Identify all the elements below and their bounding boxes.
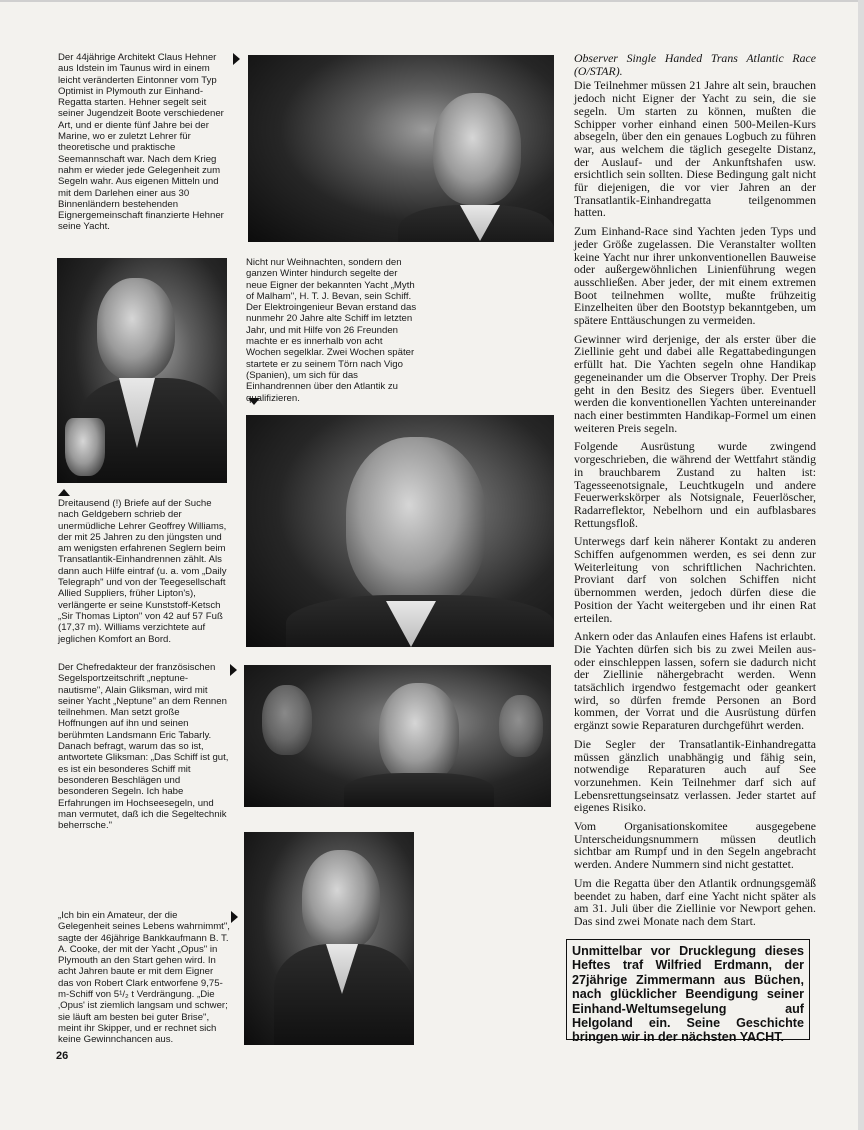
- caption-cooke: [58, 910, 230, 1046]
- caption-cooke-text: „Ich bin ein Amateur, der die Gelegenheit seines Lebens wahrnimmt", sagte der 46jährige Bankkaufmann B. T. A. Cooke, der mit der Yacht „Opus" in Plymouth an den Start gehen wird. In acht Jahren baute er mit dem Eigner das von Robert Clark entworfene 9,75-m-Schiff von 5¹/₂ t Verdrängung. „Die ‚Opus' ist ziemlich langsam und schwer; sie läuft am besten bei guter Brise", meint ihr Skipper, und er rechnet sich keine Gewinnchancen aus.: [58, 910, 230, 1046]
- arrow-right-icon: [231, 911, 238, 923]
- portrait-head: [379, 683, 459, 783]
- caption-williams-text: Dreitausend (!) Briefe auf der Suche nach Geldgebern schrieb der unermüdliche Lehrer Geoffrey Williams, der mit 25 Jahren zu den jüngsten und am wenigsten erfahrenen Seglern beim Transatlantik-Einhandrennen zählt. Als dann auch Hilfe eintraf (u. a. vom „Daily Telegraph" und von der Teegesellschaft Allied Suppliers, früher Lipton's), verlängerte er seine Kunststoff-Ketsch „Sir Thomas Lipton" von 42 auf 57 Fuß (17,37 m). Williams verzichtete auf jeglichen Komfort an Bord.: [58, 498, 227, 645]
- article-paragraph: Die Segler der Transatlantik-Einhandregatta müssen gänzlich unabhängig und fähig sein, notwendige Reparaturen auch auf See vorzunehmen. Kein Teilnehmer darf sich auf Lebensrettungseinsatz verlassen. Jeder startet auf eigenes Risiko.: [574, 736, 816, 815]
- article-paragraph: Die Teilnehmer müssen 21 Jahre alt sein, brauchen jedoch nicht Eigner der Yacht zu sein, die sie segeln. Um starten zu können, mußten die Schipper vorher einhand einen 500-Meilen-Kurs absegeln, über den ein genaues Logbuch zu führen war, aus welchem die täglich gesegelte Distanz, der Auslauf- und der Ankunftshafen usw. ersichtlich sein sollten. Diese Bedingung galt nicht für diejenigen, die vor vier Jahren an der Transatlantik-Einhandregatta teilgenommen hatten.: [574, 78, 816, 220]
- portrait-head: [302, 850, 380, 950]
- caption-hehner: [58, 52, 228, 233]
- caption-williams: [58, 498, 230, 645]
- article-paragraph: Ankern oder das Anlaufen eines Hafens ist erlaubt. Die Yachten dürfen sich bis zu zwei Meilen aus- oder einschleppen lassen, sofern sie dadurch nicht der Ziellinie nähergebracht werden. Wenn tatsächlich irgendwo festgemacht oder geankert wird, so dürfen fremde Personen an Bord kommen, der Vorrat und die Ausrüstung dürfen ergänzt sowie Reparaturen durchgeführt werden.: [574, 629, 816, 733]
- article-paragraph: Vom Organisationskomitee ausgegebene Unterscheidungsnummern müssen deutlich sichtbar am Rumpf und in den Segeln angebracht werden. Andere Nummern sind nicht gestattet.: [574, 819, 816, 872]
- arrow-right-icon: [230, 664, 237, 676]
- photo-cooke: [244, 832, 414, 1045]
- photo-williams: [57, 258, 227, 483]
- notice-text: Unmittelbar vor Drucklegung dieses Heftes traf Wilfried Erdmann, der 27jährige Zimmermann aus Büchen, nach glücklicher Beendigung seiner Einhand-Weltumsegelung auf Helgoland ein. Seine Geschichte bringen wir in der nächsten YACHT.: [572, 944, 804, 1045]
- arrow-down-icon: [248, 398, 260, 405]
- portrait-body: [344, 773, 494, 807]
- portrait-head: [433, 93, 521, 205]
- page-number: 26: [56, 1050, 69, 1062]
- background-figure: [499, 695, 543, 757]
- article-paragraph: Zum Einhand-Race sind Yachten jeden Typs und jeder Größe zugelassen. Die Veranstalter wollten keine Yacht nur ihrer unkonventionellen Bauweise oder außergewöhnlichen Linienführung wegen ausschließen. Aber jeder, der mit einem extremen Boot teilnehmen wollte, mußte frühzeitig Einzelheiten über den Bootstyp bekanntgeben, um spätere Enttäuschungen zu vermeiden.: [574, 224, 816, 328]
- arrow-right-icon: [233, 53, 240, 65]
- caption-gliksman: [58, 662, 230, 831]
- article-paragraph: Gewinner wird derjenige, der als erster über die Ziellinie geht und dabei alle Regattabedingungen erfüllt hat. Die Yachten segeln ohne Handikap gegeneinander um die Observer Trophy. Der Preis geht in den Besitz des Siegers über. Eventuell werden die konventionellen Yachten untereinander nach einer bestimmten Handikap-Formel um einen weiteren Preis segeln.: [574, 331, 816, 435]
- article-column: [574, 52, 816, 934]
- photo-bevan: [246, 415, 554, 647]
- caption-hehner-text: Der 44jährige Architekt Claus Hehner aus Idstein im Taunus wird in einem leicht veränderten Eintonner vom Typ Optimist in Plymouth zur Einhand-Regatta starten. Hehner segelt seit seiner Jugendzeit Boote verschiedener Art, und er diente fünf Jahre bei der Marine, wo er zuletzt Lehrer für theoretische und praktische Seemannschaft war. Nach dem Krieg nahm er wieder jede Gelegenheit zum Segeln wahr. Aus eigenen Mitteln und mit dem Darlehen einer aus 30 Binnenländern bestehenden Eignergemeinschaft finanzierte Hehner seine Yacht.: [58, 52, 224, 233]
- portrait-head: [346, 437, 486, 607]
- arrow-up-icon: [58, 489, 70, 496]
- top-rule: [0, 0, 864, 2]
- page-edge: [858, 0, 864, 1130]
- article-paragraph: Unterwegs darf kein näherer Kontakt zu anderen Schiffen aufgenommen werden, es sei denn zur Weiterleitung von schriftlichen Nachrichten. Proviant darf von solchen Schiffen nicht übernommen werden, jedoch dürfen diese die Position der Yacht weitergeben und ihr einen Rat erteilen.: [574, 534, 816, 625]
- article-paragraph: Folgende Ausrüstung wurde zwingend vorgeschrieben, die während der Wettfahrt ständig in brauchbarem Zustand zu halten ist: Tagesseenotsignale, Leuchtkugeln und andere Feuerwerkskörper als Notsignale, Feuerlöscher, Radarreflektor, Nebelhorn und ein aufblasbares Rettungsfloß.: [574, 439, 816, 530]
- photo-gliksman: [244, 665, 551, 807]
- caption-bevan-text: Nicht nur Weihnachten, sondern den ganzen Winter hindurch segelte der neue Eigner der bekannten Yacht „Myth of Malham", H. T. J. Bevan, sein Schiff. Der Elektroingenieur Bevan erstand das nunmehr 20 Jahre alte Schiff im letzten Jahr, und mit Hilfe von 26 Freunden machte er es innerhalb von acht Wochen segelklar. Zwei Wochen später startete er zu seinem Törn nach Vigo (Spanien), um sich für das Einhandrennen über den Atlantik zu qualifizieren.: [246, 257, 417, 404]
- caption-bevan: [246, 257, 418, 404]
- photo-hehner: [248, 55, 554, 242]
- glass-in-hand: [65, 418, 105, 476]
- portrait-head: [97, 278, 175, 380]
- caption-gliksman-text: Der Chefredakteur der französischen Segelsportzeitschrift „neptune-nautisme", Alain Gliksman, wird mit seiner Yacht „Neptune" an dem Rennen teilnehmen. Man setzt große Hoffnungen auf ihn und seinen berühmten Landsmann Eric Tabarly. Danach befragt, warum das so ist, antwortete Gliksman: „Das Schiff ist gut, es ist ein besonderes Schiff mit besonderen Beschlägen und besonderen Segeln. Ich habe Erfahrungen im Hochseesegeln, und man vermutet, daß ich die Segeltechnik beherrsche.": [58, 662, 229, 832]
- article-paragraph: Um die Regatta über den Atlantik ordnungsgemäß beendet zu haben, darf eine Yacht nicht später als am 31. Juli über die Ziellinie vor Newport gehen. Das sind zwei Monate nach dem Start.: [574, 875, 816, 928]
- stop-press-notice: [566, 939, 810, 1045]
- background-figure: [262, 685, 312, 755]
- article-heading: Observer Single Handed Trans Atlantic Race (O/STAR).: [574, 51, 816, 78]
